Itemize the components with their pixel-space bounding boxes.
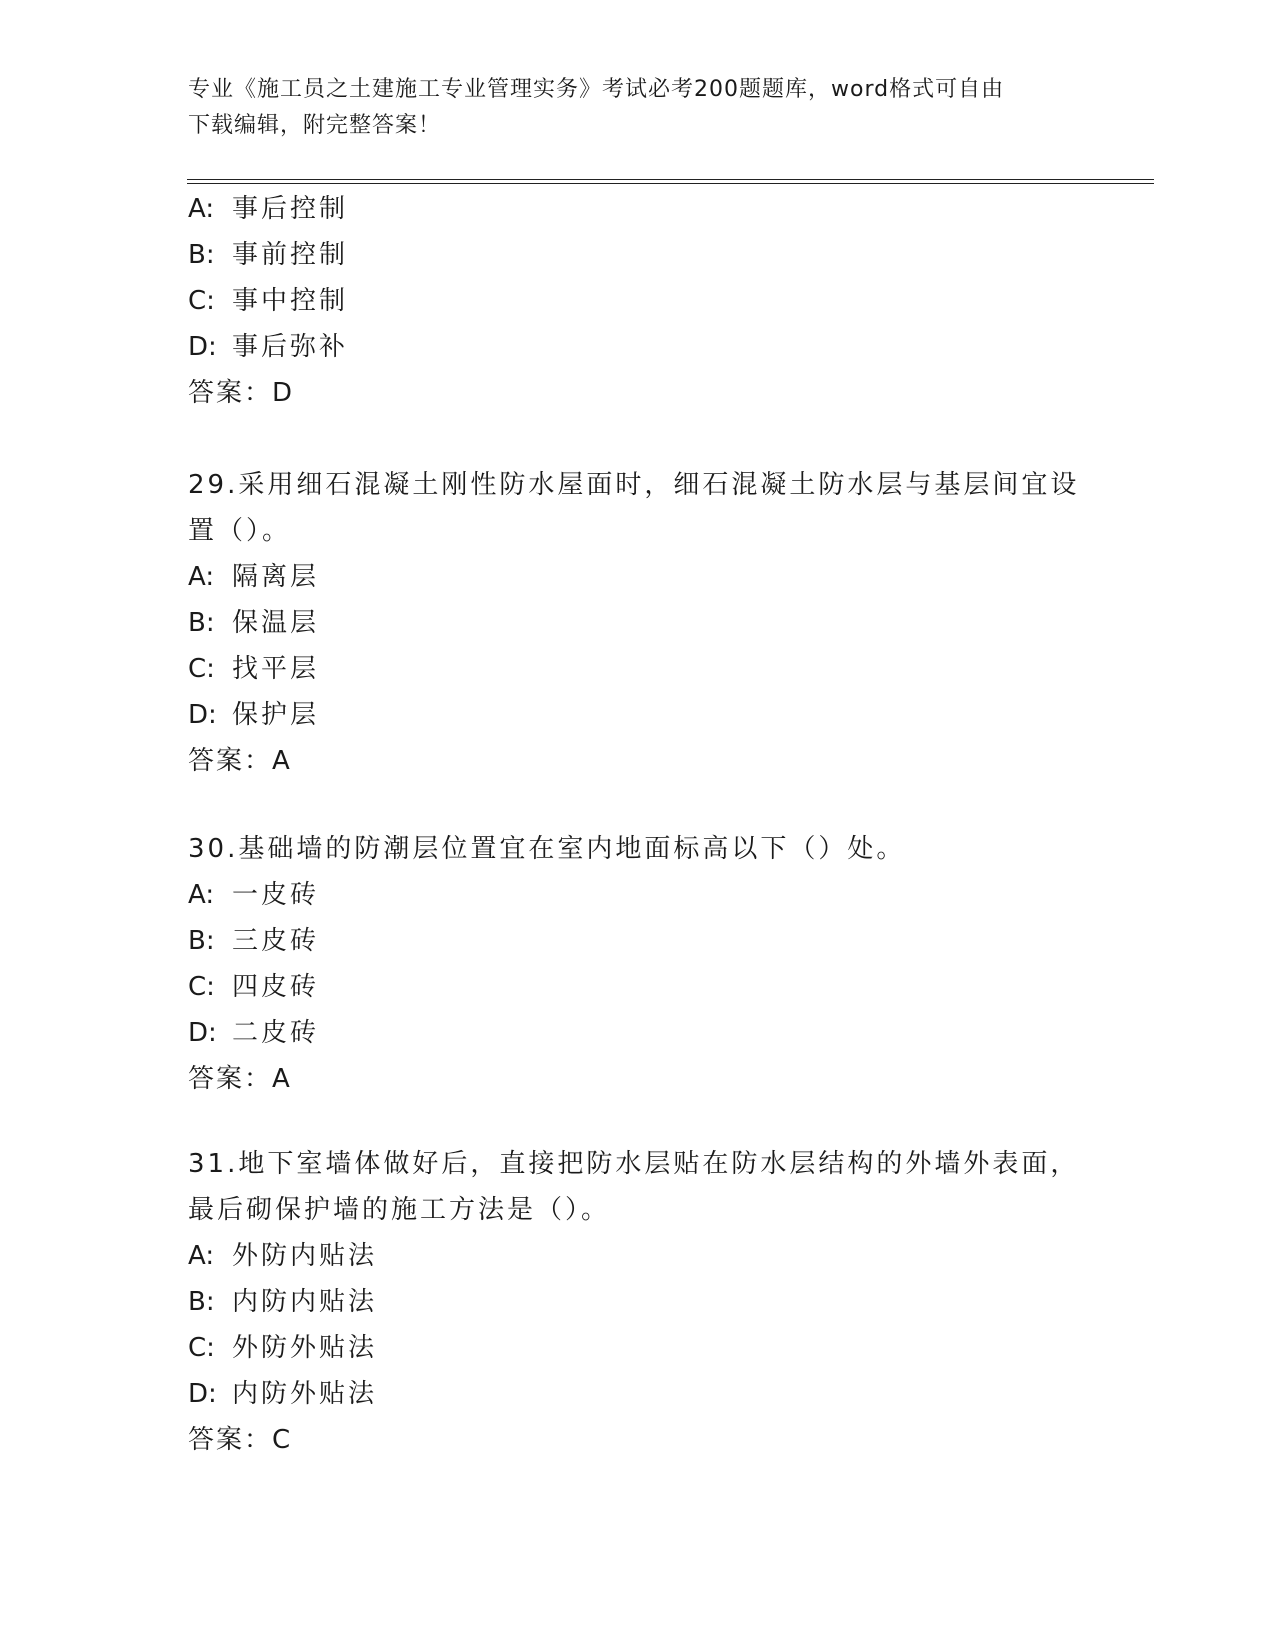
option-b: B: 三皮砖: [188, 926, 320, 956]
option-a: A: 隔离层: [188, 562, 320, 592]
option-d: D: 二皮砖: [188, 1018, 320, 1048]
option-c: C: 四皮砖: [188, 972, 320, 1002]
question-stem-line-1: 30.基础墙的防潮层位置宜在室内地面标高以下（）处。: [188, 834, 906, 864]
question-28-continued: [188, 186, 1088, 416]
option-a: A: 外防内贴法: [188, 1241, 378, 1271]
option-d: D: 事后弥补: [188, 332, 349, 362]
header-divider-top: [187, 179, 1154, 180]
document-header: [188, 72, 1088, 144]
answer-line: 答案：A: [188, 746, 293, 776]
question-stem-line-1: 31.地下室墙体做好后，直接把防水层贴在防水层结构的外墙外表面，: [188, 1149, 1080, 1179]
option-c: C: 外防外贴法: [188, 1333, 378, 1363]
question-30: [188, 826, 1088, 1102]
option-d: D: 内防外贴法: [188, 1379, 378, 1409]
header-line-1: 专业《施工员之土建施工专业管理实务》考试必考200题题库，word格式可自由: [188, 77, 1005, 102]
answer-line: 答案：C: [188, 1425, 294, 1455]
question-stem-line-2: 置（）。: [188, 516, 292, 546]
question-31: [188, 1141, 1088, 1463]
option-a: A: 事后控制: [188, 194, 349, 224]
header-divider-bottom: [187, 183, 1154, 184]
question-stem-line-1: 29.采用细石混凝土刚性防水屋面时，细石混凝土防水层与基层间宜设: [188, 470, 1080, 500]
question-29: [188, 462, 1088, 784]
answer-line: 答案：D: [188, 378, 296, 408]
option-c: C: 事中控制: [188, 286, 349, 316]
option-a: A: 一皮砖: [188, 880, 320, 910]
option-c: C: 找平层: [188, 654, 320, 684]
answer-line: 答案：A: [188, 1064, 293, 1094]
option-b: B: 保温层: [188, 608, 320, 638]
option-b: B: 事前控制: [188, 240, 349, 270]
question-stem-line-2: 最后砌保护墙的施工方法是（）。: [188, 1195, 611, 1225]
option-d: D: 保护层: [188, 700, 320, 730]
header-line-2: 下载编辑，附完整答案！: [188, 113, 442, 138]
option-b: B: 内防内贴法: [188, 1287, 378, 1317]
